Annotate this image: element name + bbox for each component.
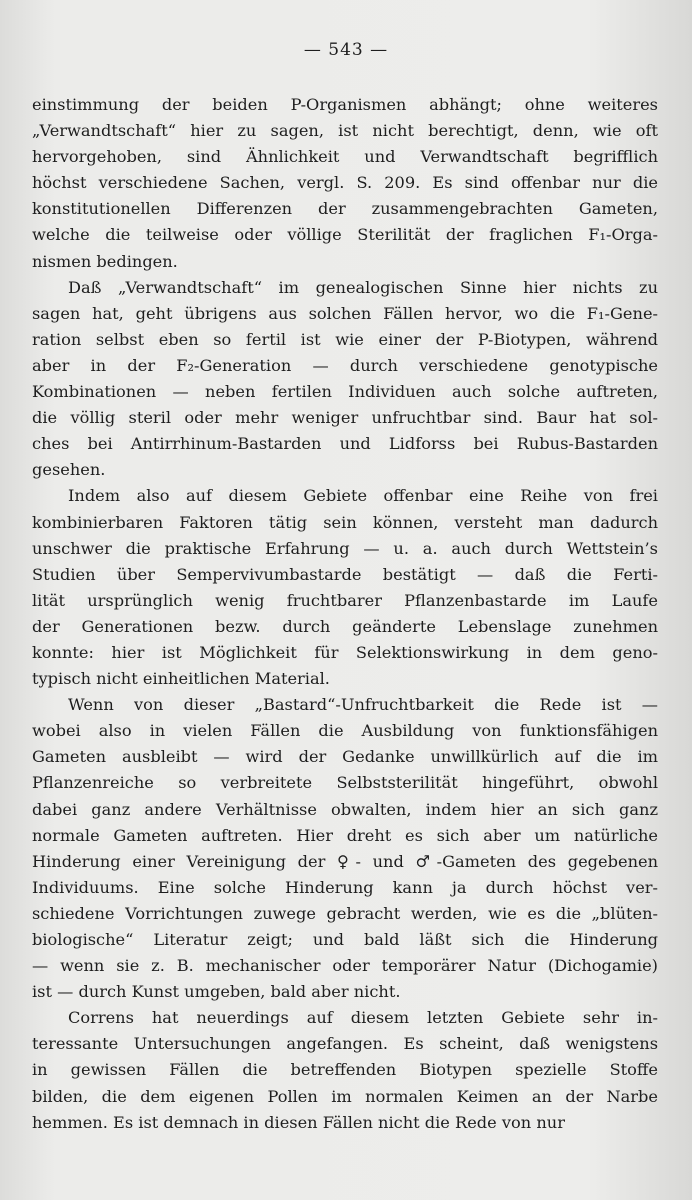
- text-line: Indem also auf diesem Gebiete offenbar eine Reihe von frei: [68, 486, 658, 506]
- text-line: welche die teilweise oder völlige Sterilität der fraglichen F₁-Orga-: [32, 225, 658, 245]
- text-line: teressante Untersuchungen angefangen. Es scheint, daß wenigstens: [32, 1034, 658, 1054]
- text-line: biologische“ Literatur zeigt; und bald läßt sich die Hinderung: [32, 930, 658, 949]
- text-line: Daß „Verwandtschaft“ im genealogischen Sinne hier nichts zu: [68, 277, 658, 297]
- text-line: hemmen. Es ist demnach in diesen Fällen nicht die Rede von nur: [32, 1112, 565, 1132]
- text-line: kombinierbaren Faktoren tätig sein können, versteht man dadurch: [32, 512, 658, 532]
- text-line: ches bei Antirrhinum-Bastarden und Lidforss bei Rubus-Bastarden: [32, 434, 658, 454]
- text-line: Studien über Sempervivumbastarde bestätigt — daß die Ferti-: [32, 564, 658, 584]
- text-line: ration selbst eben so fertil ist wie einer der P-Biotypen, während: [32, 329, 658, 349]
- text-line: höchst verschiedene Sachen, vergl. S. 209. Es sind offenbar nur die: [32, 173, 658, 193]
- text-line: Pflanzenreiche so verbreitete Selbststerilität hingeführt, obwohl: [32, 773, 658, 793]
- text-line: wobei also in vielen Fällen die Ausbildung von funktionsfähigen: [32, 721, 658, 741]
- text-line: der Generationen bezw. durch geänderte Lebenslage zunehmen: [32, 616, 658, 636]
- text-line: Individuums. Eine solche Hinderung kann ja durch höchst ver-: [32, 877, 658, 897]
- text-line: hervorgehoben, sind Ähnlichkeit und Verwandtschaft begrifflich: [32, 147, 658, 167]
- text-line: schiedene Vorrichtungen zuwege gebracht werden, wie es die „blüten-: [32, 903, 658, 923]
- text-line: die völlig steril oder mehr weniger unfruchtbar sind. Baur hat sol-: [32, 408, 658, 428]
- text-line: normale Gameten auftreten. Hier dreht es sich aber um natürliche: [32, 825, 658, 845]
- page-number: — 543 —: [303, 40, 389, 60]
- text-line: dabei ganz andere Verhältnisse obwalten, indem hier an sich ganz: [32, 799, 658, 819]
- text-line: Wenn von dieser „Bastard“-Unfruchtbarkeit die Rede ist —: [68, 695, 658, 715]
- text-line: — wenn sie z. B. mechanischer oder temporärer Natur (Dichogamie): [32, 956, 658, 976]
- text-line: sagen hat, geht übrigens aus solchen Fällen hervor, wo die F₁-Gene-: [32, 303, 658, 323]
- text-line: Correns hat neuerdings auf diesem letzten Gebiete sehr in-: [68, 1008, 658, 1028]
- text-line: Kombinationen — neben fertilen Individuen auch solche auftreten,: [32, 382, 658, 402]
- text-line: typisch nicht einheitlichen Material.: [32, 669, 330, 689]
- text-line: einstimmung der beiden P-Organismen abhängt; ohne weiteres: [32, 95, 658, 114]
- text-line: lität ursprünglich wenig fruchtbarer Pflanzenbastarde im Laufe: [32, 590, 658, 610]
- text-line: Hinderung einer Vereinigung der ♀- und ♂-Gameten des gegebenen: [32, 851, 658, 871]
- text-line: ist — durch Kunst umgeben, bald aber nicht.: [32, 982, 401, 1002]
- text-line: aber in der F₂-Generation — durch verschiedene genotypische: [32, 355, 658, 375]
- text-line: Gameten ausbleibt — wird der Gedanke unwillkürlich auf die im: [32, 747, 658, 767]
- body-text: [32, 92, 658, 1136]
- text-line: in gewissen Fällen die betreffenden Biotypen spezielle Stoffe: [32, 1060, 658, 1080]
- text-line: „Verwandtschaft“ hier zu sagen, ist nicht berechtigt, denn, wie oft: [32, 121, 658, 141]
- text-line: unschwer die praktische Erfahrung — u. a. auch durch Wettstein’s: [32, 538, 658, 558]
- text-line: konstitutionellen Differenzen der zusammengebrachten Gameten,: [32, 199, 658, 219]
- text-line: bilden, die dem eigenen Pollen im normalen Keimen an der Narbe: [32, 1086, 658, 1106]
- text-line: konnte: hier ist Möglichkeit für Selektionswirkung in dem geno-: [32, 642, 658, 662]
- text-line: nismen bedingen.: [32, 251, 178, 271]
- text-line: gesehen.: [32, 460, 106, 480]
